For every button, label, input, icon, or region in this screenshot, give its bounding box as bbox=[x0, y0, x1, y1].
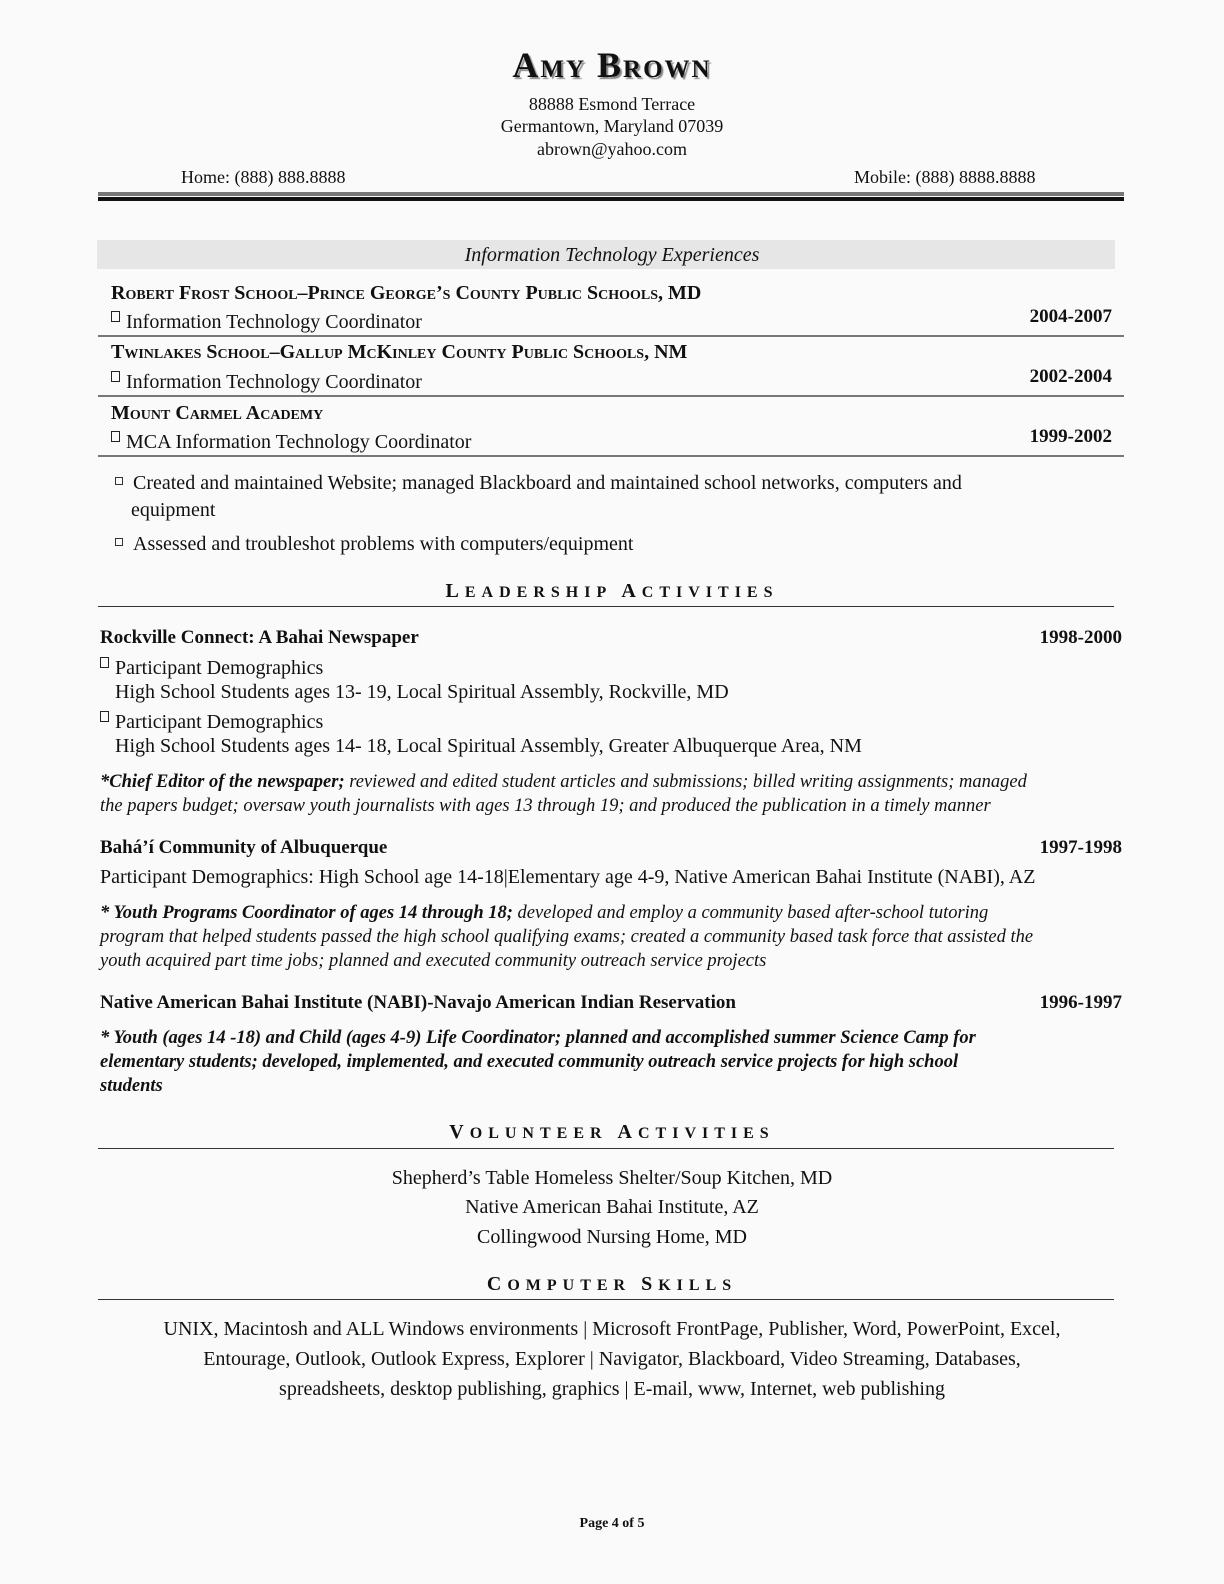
section-rule bbox=[98, 1299, 1114, 1300]
activity-years: 1998-2000 bbox=[1039, 627, 1122, 648]
volunteer-item: Shepherd’s Table Homeless Shelter/Soup Kitchen, MD bbox=[391, 1167, 833, 1189]
header-rule bbox=[98, 192, 1124, 196]
activity-desc: students bbox=[100, 1076, 163, 1096]
t: CTIVITIES bbox=[638, 1125, 775, 1142]
activity-org: Rockville Connect: A Bahai Newspaper bbox=[100, 627, 419, 648]
t: Participant Demographics bbox=[115, 711, 324, 733]
t: reviewed and edited student articles and submissions; billed writing assignments; managed bbox=[344, 772, 1027, 792]
skills-line: UNIX, Macintosh and ALL Windows environments | Microsoft FrontPage, Publisher, Word, PowerPoint, Excel, bbox=[163, 1318, 1061, 1340]
demographics bbox=[100, 711, 323, 734]
candidate-name: Amy Brown bbox=[512, 45, 712, 85]
activity-desc: elementary students; developed, implemented, and executed community outreach service projects for high school bbox=[100, 1052, 959, 1072]
demographics: Participant Demographics: High School age 14-18|Elementary age 4-9, Native American Bahai Institute (NABI), AZ bbox=[100, 866, 1036, 888]
activity-desc: youth acquired part time jobs; planned and executed community outreach service projects bbox=[100, 951, 767, 971]
square-bullet-icon bbox=[115, 477, 123, 485]
t: KILLS bbox=[658, 1277, 738, 1294]
job-years: 2002-2004 bbox=[1029, 366, 1112, 387]
job-role-text: Information Technology Coordinator bbox=[126, 371, 422, 393]
t: V bbox=[449, 1121, 470, 1143]
it-bullet-cont: equipment bbox=[131, 499, 216, 521]
it-section-title: Information Technology Experiences bbox=[464, 244, 760, 266]
home-phone: Home: (888) 888.8888 bbox=[181, 167, 346, 187]
job-org: Mount Carmel Academy bbox=[111, 402, 324, 424]
divider bbox=[98, 335, 1124, 337]
t: A bbox=[621, 580, 642, 602]
job-role bbox=[111, 431, 471, 454]
address-line-1: 88888 Esmond Terrace bbox=[528, 94, 696, 114]
demographics bbox=[100, 657, 323, 680]
activity-desc bbox=[100, 772, 1027, 793]
section-rule bbox=[98, 1148, 1114, 1149]
t: C bbox=[486, 1273, 508, 1295]
volunteer-title bbox=[0, 1121, 1224, 1144]
skills-line: Entourage, Outlook, Outlook Express, Explorer | Navigator, Blackboard, Video Streaming, Databases, bbox=[203, 1348, 1021, 1370]
t: A bbox=[617, 1121, 638, 1143]
checkbox-bullet-icon bbox=[100, 657, 109, 668]
activity-org: Native American Bahai Institute (NABI)-Navajo American Indian Reservation bbox=[100, 992, 736, 1013]
email[interactable]: abrown@yahoo.com bbox=[536, 139, 688, 159]
demographics-detail: High School Students ages 13- 19, Local Spiritual Assembly, Rockville, MD bbox=[115, 681, 729, 703]
t: * Youth Programs Coordinator of ages 14 through 18; bbox=[100, 903, 513, 923]
job-years: 1999-2002 bbox=[1029, 426, 1112, 447]
divider bbox=[98, 455, 1124, 457]
job-org: Twinlakes School–Gallup McKinley County Public Schools, NM bbox=[111, 341, 688, 363]
mobile-phone: Mobile: (888) 8888.8888 bbox=[854, 167, 1036, 187]
checkbox-bullet-icon bbox=[111, 431, 120, 442]
checkbox-bullet-icon bbox=[111, 311, 120, 322]
divider bbox=[98, 395, 1124, 397]
job-role-text: Information Technology Coordinator bbox=[126, 311, 422, 333]
t: Participant Demographics bbox=[115, 657, 324, 679]
job-role-text: MCA Information Technology Coordinator bbox=[126, 431, 472, 453]
activity-years: 1997-1998 bbox=[1039, 837, 1122, 858]
volunteer-item: Native American Bahai Institute, AZ bbox=[465, 1196, 759, 1218]
activity-desc: program that helped students passed the high school qualifying exams; created a community based task force that assisted the bbox=[100, 927, 1034, 947]
page-number: Page 4 of 5 bbox=[579, 1516, 645, 1531]
t: *Chief Editor of the newspaper; bbox=[100, 772, 345, 792]
activity-desc: * Youth (ages 14 -18) and Child (ages 4-9) Life Coordinator; planned and accomplished summer Science Camp for bbox=[100, 1028, 976, 1048]
t: EADERSHIP bbox=[464, 584, 622, 601]
volunteer-item: Collingwood Nursing Home, MD bbox=[477, 1226, 747, 1248]
activity-desc bbox=[100, 903, 988, 924]
bullet-text: Created and maintained Website; managed Blackboard and maintained school networks, computers and bbox=[133, 472, 962, 494]
bullet-text: Assessed and troubleshot problems with computers/equipment bbox=[133, 533, 634, 555]
section-rule bbox=[98, 606, 1114, 607]
t: L bbox=[445, 580, 465, 602]
activity-org: Bahá’í Community of Albuquerque bbox=[100, 837, 388, 858]
it-bullet bbox=[115, 472, 962, 495]
t: developed and employ a community based after-school tutoring bbox=[512, 903, 989, 923]
address-line-2: Germantown, Maryland 07039 bbox=[500, 116, 724, 136]
header-rule-dark bbox=[98, 197, 1124, 201]
job-role bbox=[111, 311, 422, 334]
skills-line: spreadsheets, desktop publishing, graphics | E-mail, www, Internet, web publishing bbox=[279, 1378, 945, 1400]
t: OLUNTEER bbox=[469, 1125, 618, 1142]
t: CTIVITIES bbox=[641, 584, 779, 601]
activity-desc: the papers budget; oversaw youth journalists with ages 13 through 19; and produced the publication in a timely manner bbox=[100, 796, 991, 816]
t: OMPUTER bbox=[507, 1277, 642, 1294]
t: S bbox=[641, 1273, 659, 1295]
job-years: 2004-2007 bbox=[1029, 306, 1112, 327]
job-org: Robert Frost School–Prince George’s County Public Schools, MD bbox=[111, 282, 702, 304]
checkbox-bullet-icon bbox=[111, 371, 120, 382]
activity-years: 1996-1997 bbox=[1039, 992, 1122, 1013]
skills-title bbox=[0, 1273, 1224, 1296]
checkbox-bullet-icon bbox=[100, 711, 109, 722]
square-bullet-icon bbox=[115, 538, 123, 546]
leadership-title bbox=[0, 580, 1224, 603]
job-role bbox=[111, 371, 422, 394]
demographics-detail: High School Students ages 14- 18, Local Spiritual Assembly, Greater Albuquerque Area, NM bbox=[115, 735, 862, 757]
it-bullet bbox=[115, 533, 633, 556]
